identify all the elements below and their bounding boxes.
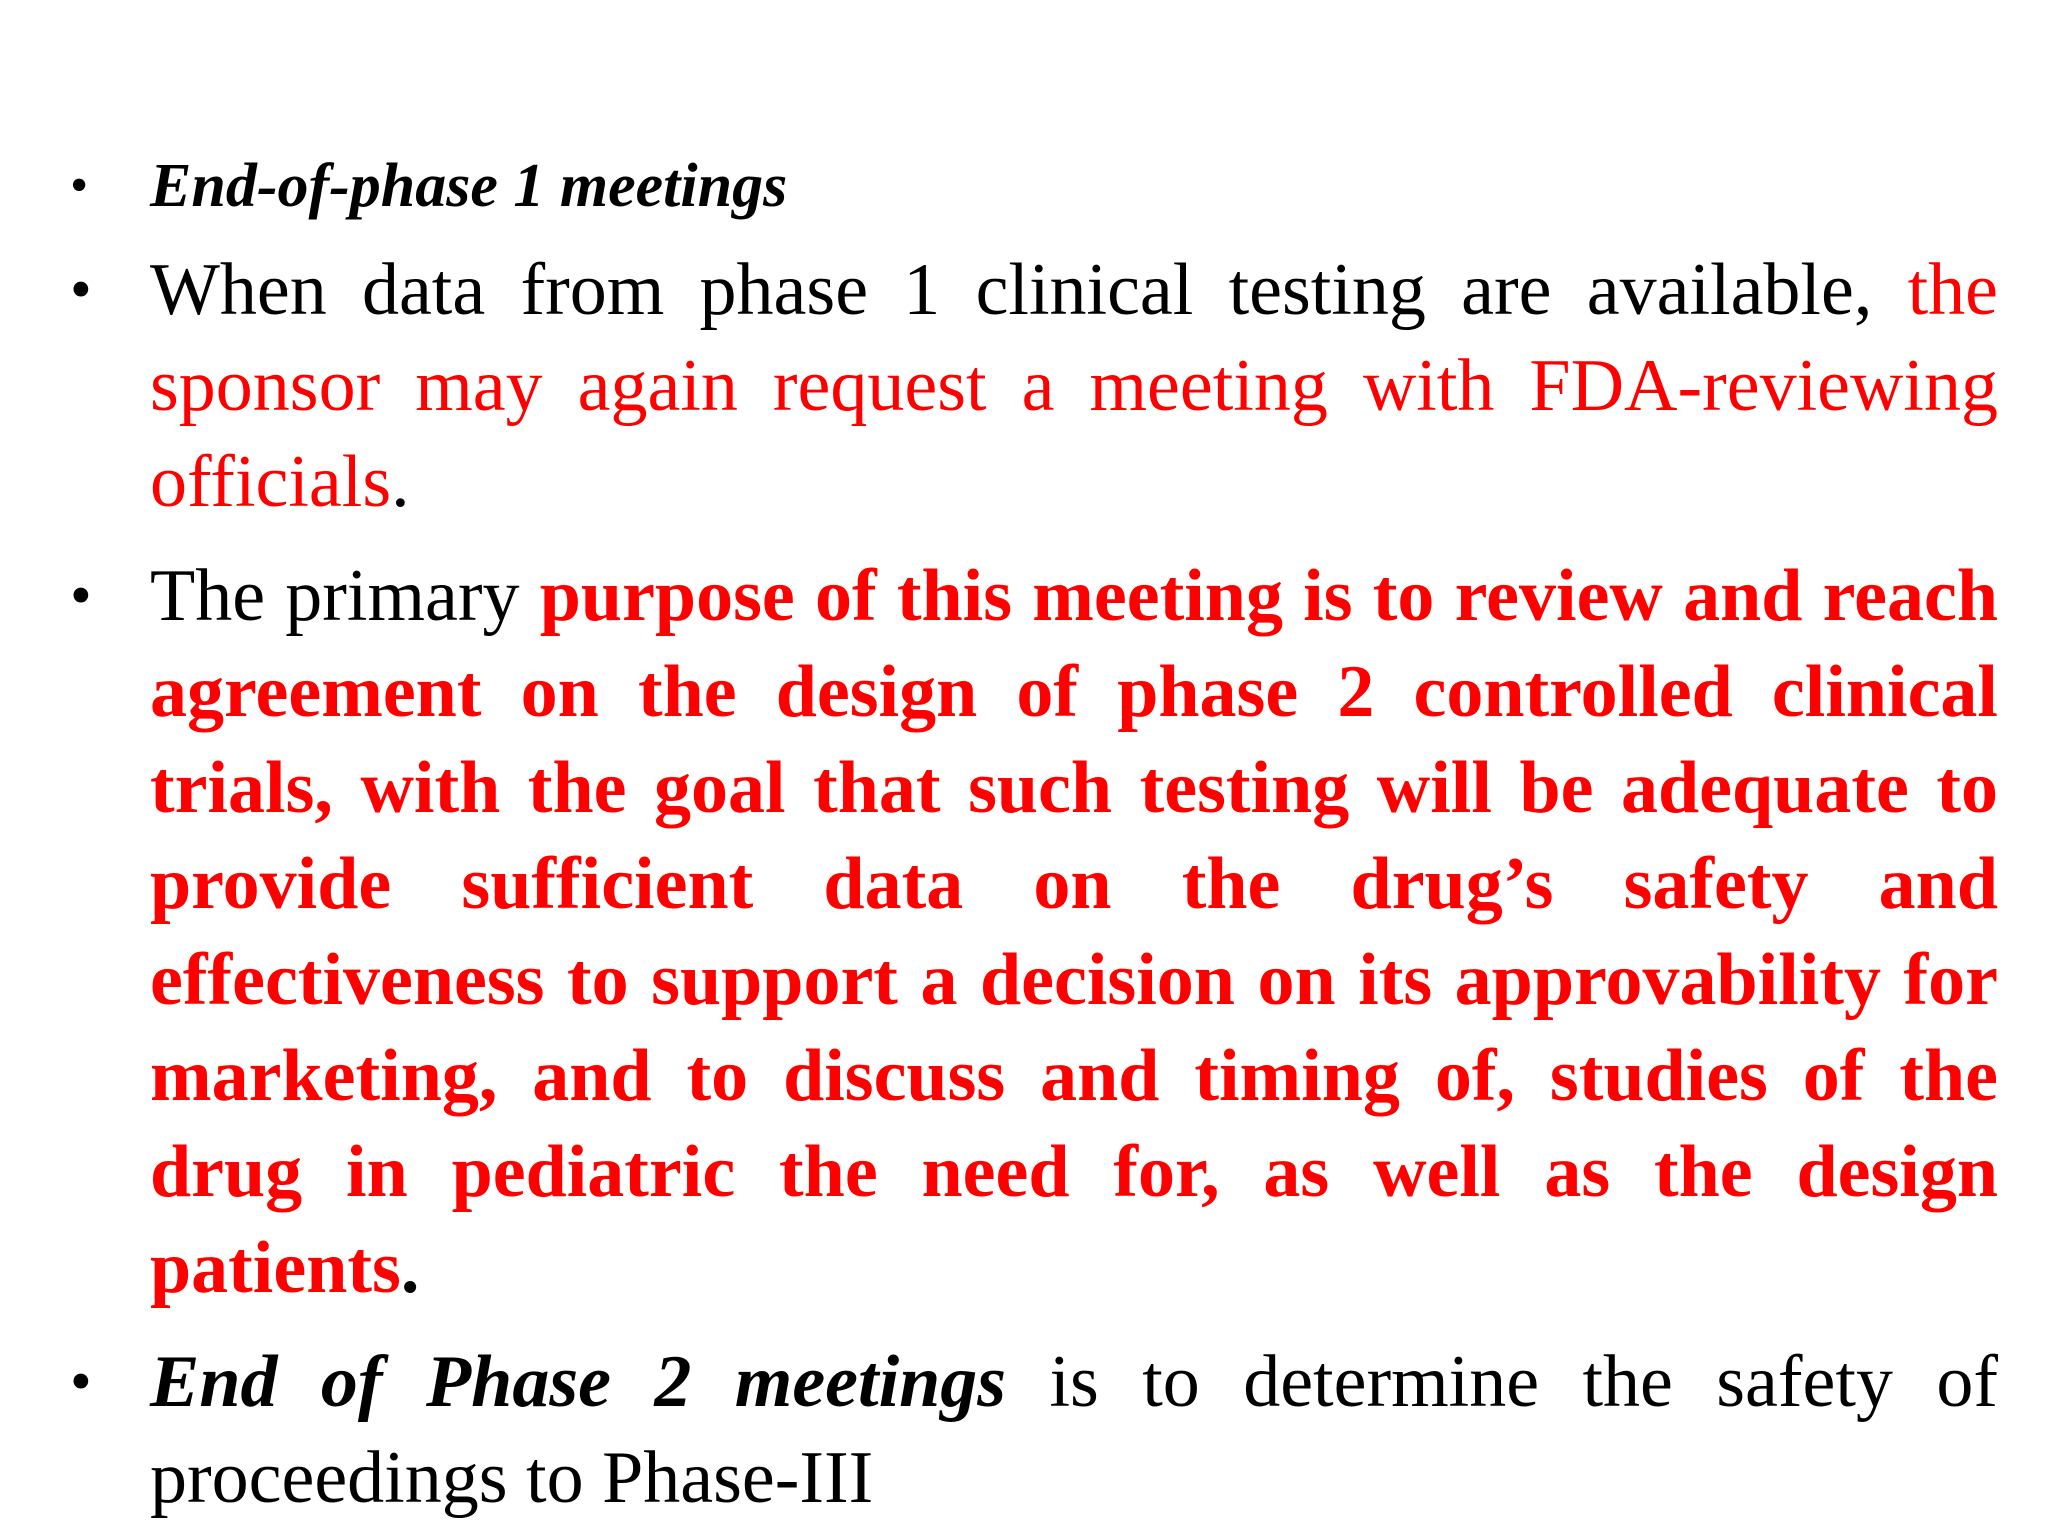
bullet-item-end-of-phase-1 <box>70 140 1998 232</box>
bullet-icon: • <box>70 256 92 324</box>
bullet-item-meeting-purpose <box>70 548 1998 1316</box>
bullet-text-end: . <box>400 1227 420 1309</box>
bullet-heading: End-of-phase 1 meetings <box>150 152 788 220</box>
bullet-icon: • <box>70 562 92 630</box>
bullet-icon: • <box>70 157 89 214</box>
bullet-text: When data from phase 1 clinical testing are available, <box>150 249 1908 331</box>
bullet-item-phase-1-data <box>70 242 1998 530</box>
bullet-text: The primary <box>150 555 540 637</box>
bullet-text-end: is to determine the safety of proceedings to Phase-III <box>150 1341 1998 1519</box>
bullet-heading: End of Phase 2 meetings <box>150 1341 1007 1423</box>
bullet-highlight: purpose of this meeting is to review and reach agreement on the design of phase 2 controlled clinical trials, with the goal that such testing will be adequate to provide sufficient data on the drug’s safety and effectiveness to support a decision on its approvability for marketing, and to discuss and timing of, studies of the drug in pediatric the need for, as well as the design patients <box>150 555 1998 1309</box>
bullet-item-end-of-phase-2 <box>70 1334 1998 1526</box>
bullet-text-end: . <box>391 441 410 523</box>
bullet-icon: • <box>70 1348 92 1416</box>
bullet-highlight: the sponsor may again request a meeting with FDA-reviewing officials <box>150 249 1998 523</box>
bullet-list <box>70 140 1998 1526</box>
